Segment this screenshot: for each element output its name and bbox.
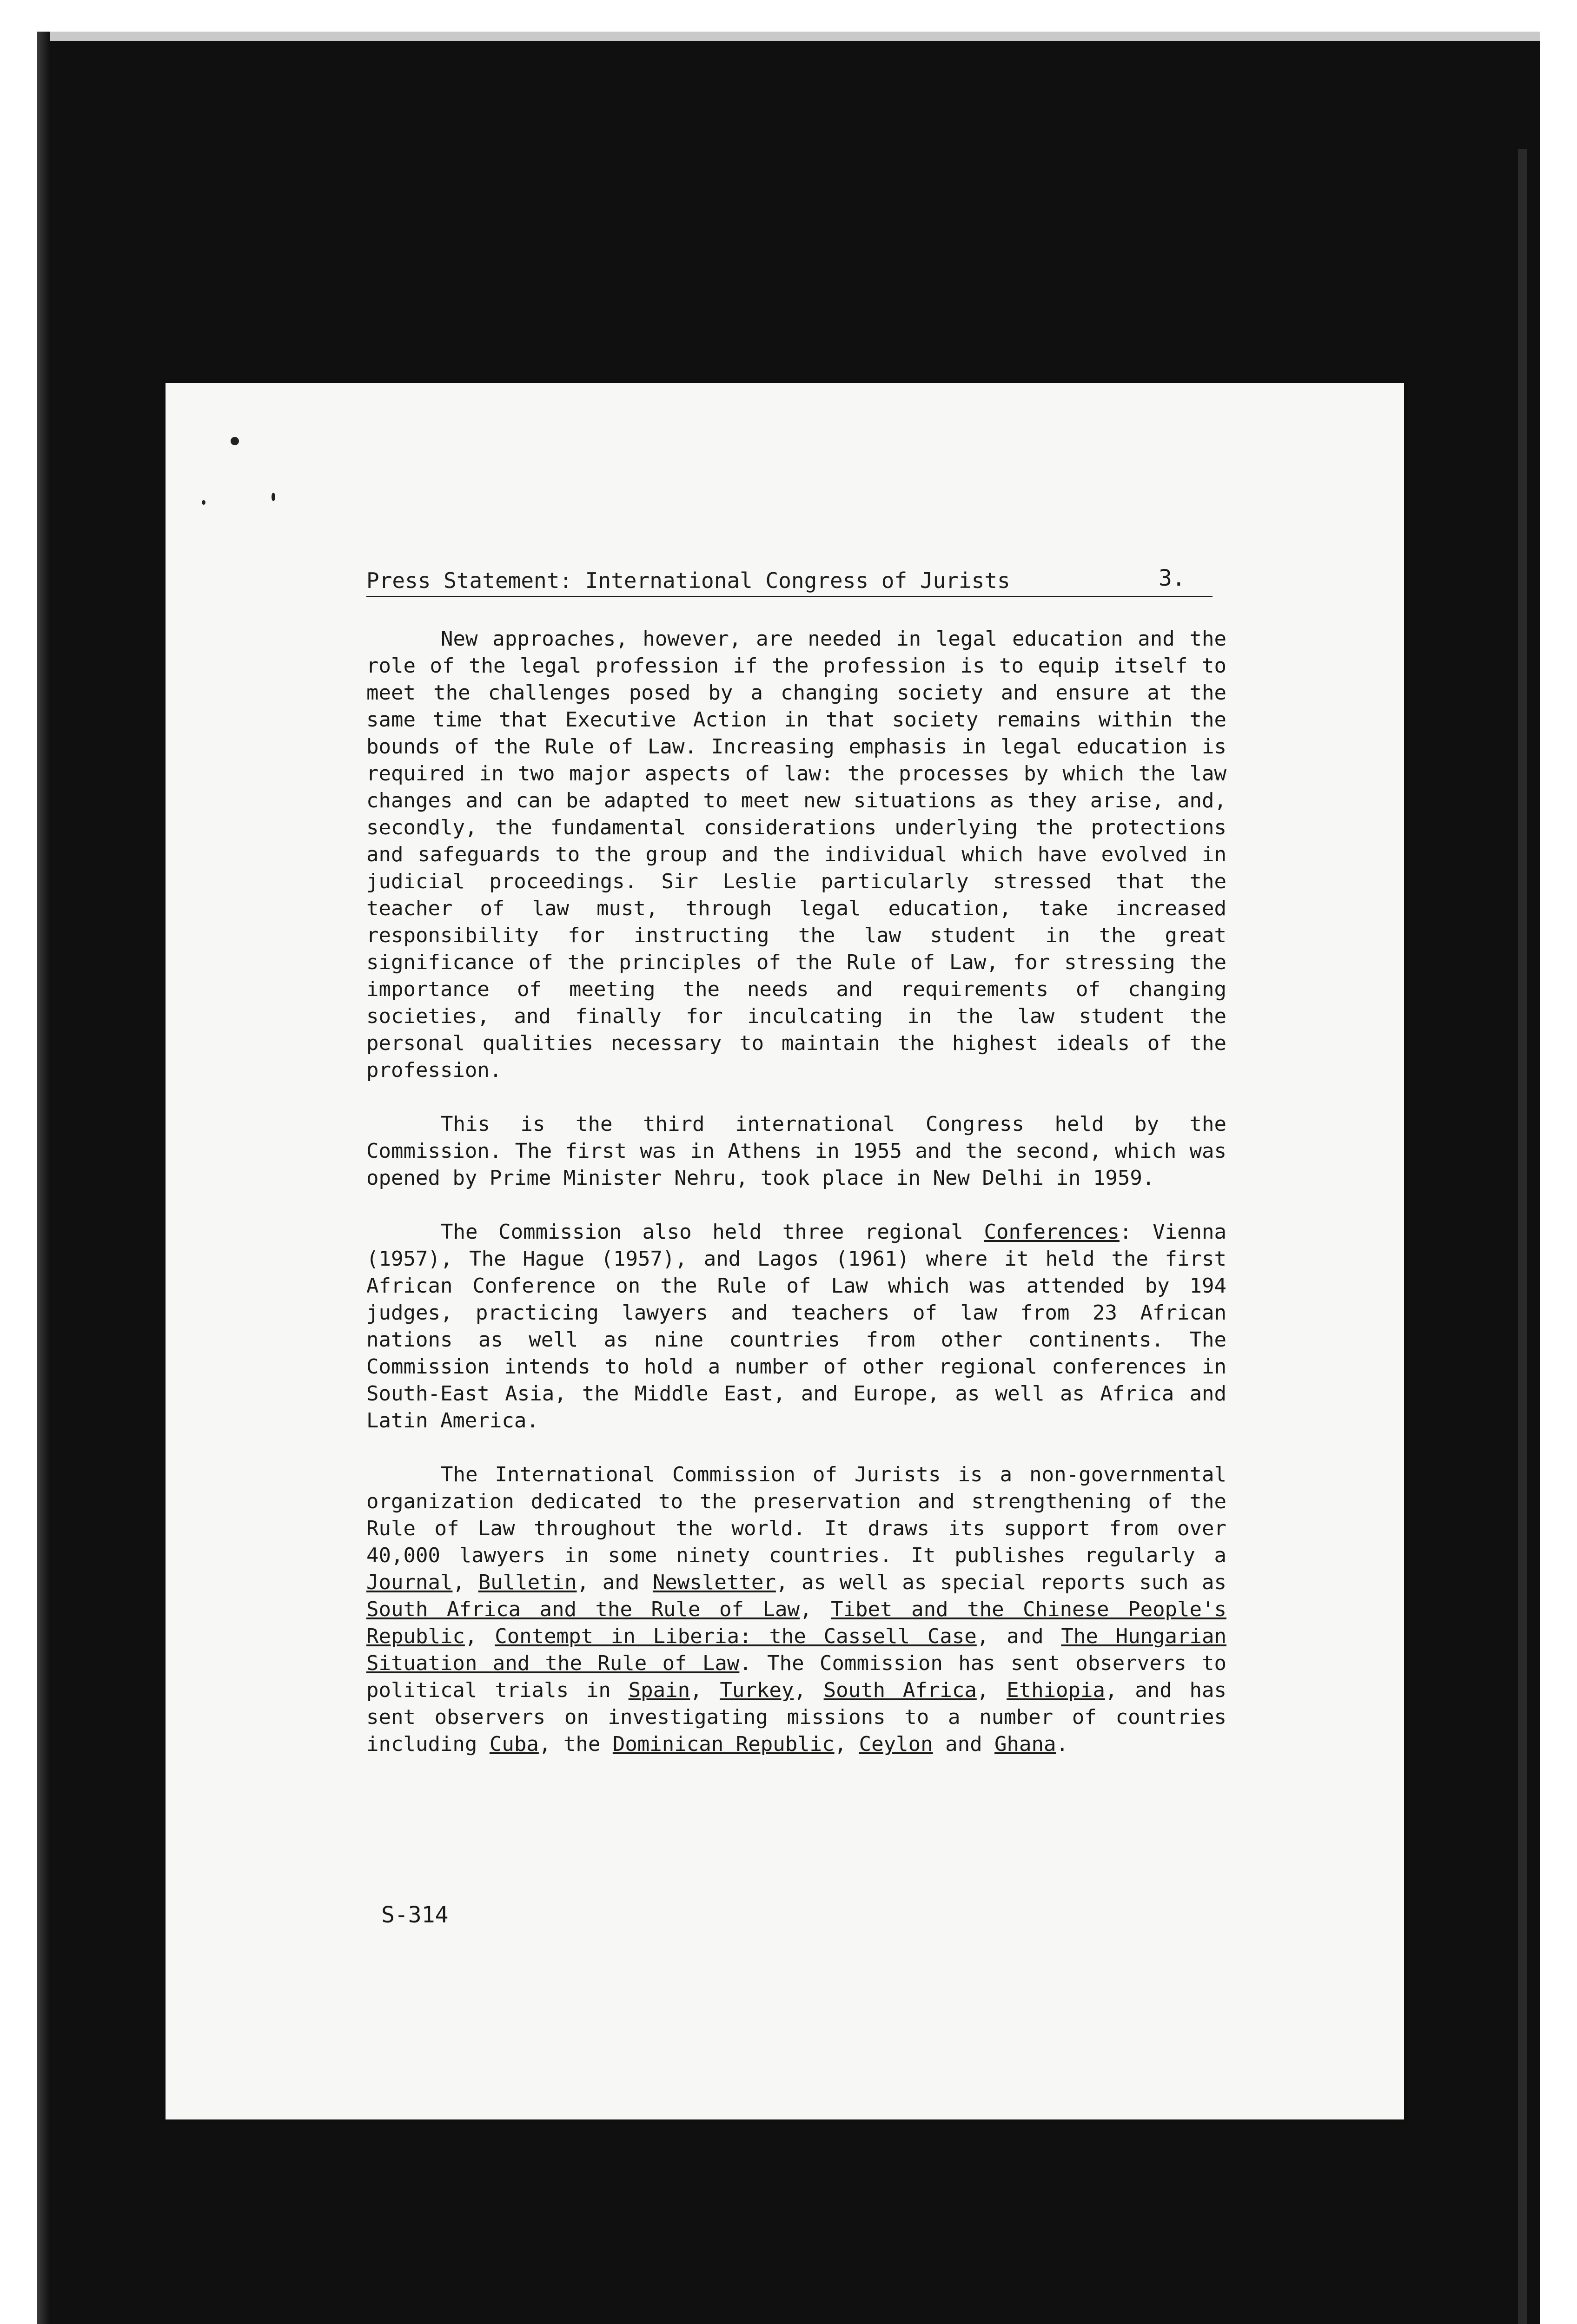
- country-turkey: Turkey: [720, 1678, 794, 1702]
- film-edge-right: [1518, 149, 1527, 2324]
- publication-journal: Journal: [366, 1571, 453, 1594]
- publication-newsletter: Newsletter: [652, 1571, 776, 1594]
- paper-speck: [272, 493, 275, 501]
- country-ceylon: Ceylon: [859, 1732, 933, 1756]
- country-ethiopia: Ethiopia: [1007, 1678, 1106, 1702]
- text-run: ,: [976, 1678, 1007, 1702]
- report-south-africa: South Africa and the Rule of Law: [366, 1598, 800, 1621]
- text-run: . The Commission has sent observers to political trials in: [366, 1651, 1226, 1702]
- publication-bulletin: Bulletin: [478, 1571, 577, 1594]
- document-body: [366, 626, 1226, 1785]
- page-number: 3.: [1159, 565, 1186, 591]
- paragraph-commission-description: [366, 1461, 1226, 1758]
- text-run: The International Commission of Jurists is a non-governmental organization dedicated to the preservation and strengthening of the Rule of Law throughout the world. It draws its support from over 40,000 lawyers in some ninety countries. It publishes regularly a: [366, 1463, 1226, 1567]
- text-run: , and: [576, 1571, 653, 1594]
- text-run: ,: [464, 1624, 495, 1648]
- text-run: , and has sent observers on investigating missions to a number of countries including: [366, 1678, 1227, 1756]
- text-run: ,: [834, 1732, 859, 1756]
- paragraph-legal-education: New approaches, however, are needed in legal education and the role of the legal profession if the profession is to equip itself to meet the challenges posed by a changing society and ensure at the same time that Executive Action in that society remains within the bounds of the Rule of Law. Increasing emphasis in legal education is required in two major aspects of law: the processes by which the law changes and can be adapted to meet new situations as they arise, and, secondly, the fundamental considerations underlying the protections and safeguards to the group and the individual which have evolved in judicial proceedings. Sir Leslie particularly stressed that the teacher of law must, through legal education, take increased responsibility for instructing the law student in the great significance of the principles of the Rule of Law, for stressing the importance of meeting the needs and requirements of changing societies, and finally for inculcating in the law student the personal qualities necessary to maintain the highest ideals of the profession.: [366, 627, 1226, 1082]
- paper-speck: [231, 437, 239, 445]
- text-run: : Vienna (1957), The Hague (1957), and Lagos (1961) where it held the first African Conference on the Rule of Law which was attended by 194 judges, practicing lawyers and teachers of law from 23 African nations as well as nine countries from other continents. The Commission intends to hold a number of other regional conferences in South-East Asia, the Middle East, and Europe, as well as Africa and Latin America.: [366, 1220, 1227, 1433]
- paper-speck: [202, 500, 205, 505]
- text-run: , the: [538, 1732, 613, 1756]
- page-header: [366, 568, 1213, 597]
- document-page: [166, 383, 1404, 2119]
- report-liberia: Contempt in Liberia: the Cassell Case: [495, 1624, 977, 1648]
- text-run: ,: [452, 1571, 478, 1594]
- text-run: ,: [690, 1678, 720, 1702]
- country-ghana: Ghana: [994, 1732, 1056, 1756]
- underlined-term: Conferences: [984, 1220, 1120, 1244]
- text-run: ,: [800, 1598, 831, 1621]
- header-title: Press Statement: International Congress of Jurists: [366, 568, 1010, 593]
- text-run: and: [933, 1732, 995, 1756]
- text-run: , and: [976, 1624, 1061, 1648]
- text-run: ,: [794, 1678, 824, 1702]
- country-dominican-republic: Dominican Republic: [612, 1732, 835, 1756]
- paragraph-third-congress: This is the third international Congress held by the Commission. The first was in Athens in 1955 and the second, which was opened by Prime Minister Nehru, took place in New Delhi in 1959.: [366, 1112, 1226, 1190]
- text-run: , as well as special reports such as: [775, 1571, 1226, 1594]
- text-run: .: [1056, 1732, 1068, 1756]
- country-south-africa: South Africa: [823, 1678, 977, 1702]
- film-edge-left: [37, 32, 50, 2324]
- country-spain: Spain: [628, 1678, 690, 1702]
- report-tibet: Tibet and the Chinese People's Republic: [366, 1598, 1227, 1648]
- text-run: The Commission also held three regional: [441, 1220, 984, 1244]
- report-hungary: The Hungarian Situation and the Rule of Law: [366, 1624, 1227, 1675]
- paragraph-regional-conferences: [366, 1219, 1226, 1434]
- document-code: S-314: [381, 1902, 449, 1928]
- country-cuba: Cuba: [489, 1732, 539, 1756]
